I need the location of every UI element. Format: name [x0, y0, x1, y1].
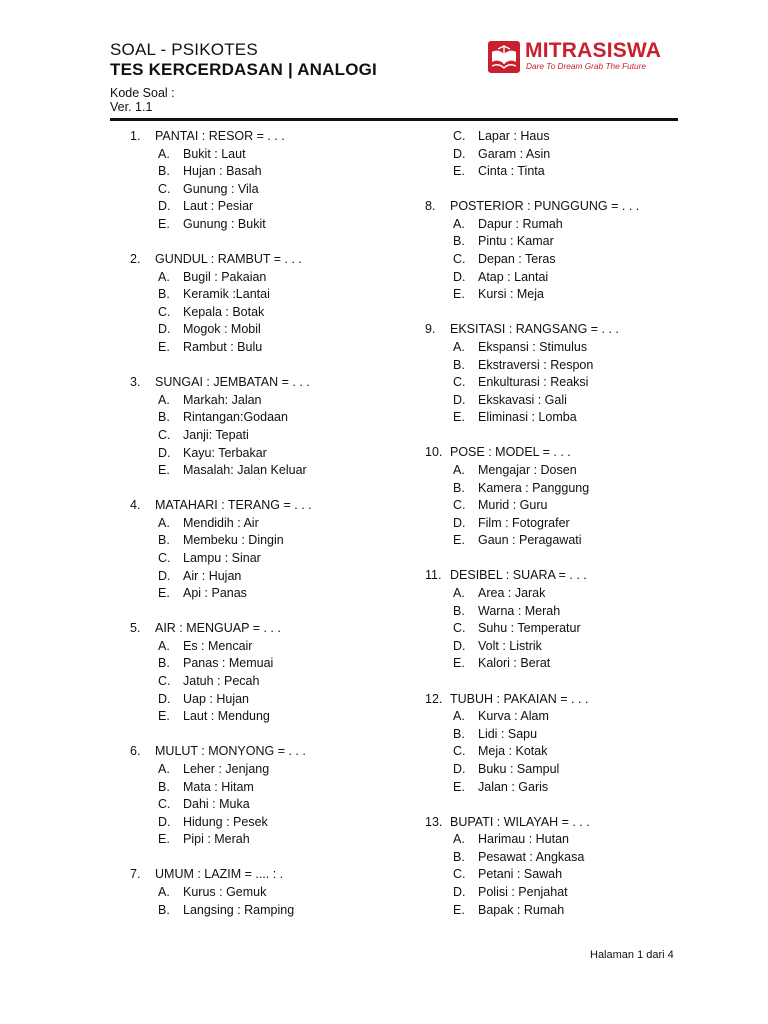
- option-text: Kayu: Terbakar: [183, 445, 267, 460]
- answer-option: [425, 357, 695, 375]
- answer-option: [130, 831, 400, 849]
- answer-option: [130, 198, 400, 216]
- option-text: Leher : Jenjang: [183, 761, 270, 776]
- book-logo-icon: [487, 40, 521, 74]
- option-letter: B.: [158, 533, 170, 548]
- question-number: 10.: [425, 445, 443, 460]
- option-letter: A.: [158, 884, 170, 899]
- option-text: Lidi : Sapu: [478, 726, 538, 741]
- option-text: Cinta : Tinta: [478, 164, 545, 179]
- option-letter: C.: [158, 797, 171, 812]
- question-text: TUBUH : PAKAIAN = . . .: [450, 691, 589, 706]
- option-letter: B.: [158, 287, 170, 302]
- option-letter: D.: [453, 638, 466, 653]
- answer-option: [425, 286, 695, 304]
- option-text: Suhu : Temperatur: [478, 621, 581, 636]
- question-stem: [425, 198, 695, 216]
- answer-option: [425, 726, 695, 744]
- answer-option: [425, 216, 695, 234]
- option-text: Jalan : Garis: [478, 779, 549, 794]
- question-column-right: [425, 128, 695, 937]
- option-letter: D.: [158, 322, 171, 337]
- option-letter: D.: [158, 445, 171, 460]
- option-text: Pipi : Merah: [183, 832, 250, 847]
- option-text: Dahi : Muka: [183, 797, 250, 812]
- answer-option: [130, 655, 400, 673]
- option-text: Polisi : Penjahat: [478, 884, 568, 899]
- option-letter: E.: [158, 216, 170, 231]
- option-text: Kamera : Panggung: [478, 480, 590, 495]
- answer-option: [130, 392, 400, 410]
- question-stem: [425, 444, 695, 462]
- option-letter: A.: [453, 339, 465, 354]
- option-letter: D.: [158, 691, 171, 706]
- answer-option: [425, 620, 695, 638]
- option-letter: E.: [158, 340, 170, 355]
- answer-option: [130, 691, 400, 709]
- question-text: EKSITASI : RANGSANG = . . .: [450, 322, 619, 337]
- question-stem: [130, 251, 400, 269]
- option-letter: C.: [158, 304, 171, 319]
- option-text: Lapar : Haus: [478, 129, 550, 143]
- option-letter: C.: [158, 181, 171, 196]
- option-text: Masalah: Jalan Keluar: [183, 463, 307, 478]
- option-letter: D.: [453, 515, 466, 530]
- option-letter: E.: [453, 902, 465, 917]
- option-letter: D.: [453, 146, 466, 161]
- answer-option: [130, 216, 400, 234]
- option-text: Api : Panas: [183, 586, 247, 601]
- option-letter: E.: [158, 463, 170, 478]
- answer-option: [425, 638, 695, 656]
- option-text: Enkulturasi : Reaksi: [478, 375, 589, 390]
- answer-option: [425, 532, 695, 550]
- option-letter: B.: [453, 480, 465, 495]
- answer-option: [130, 673, 400, 691]
- question-text: MATAHARI : TERANG = . . .: [155, 498, 312, 513]
- answer-option: [425, 743, 695, 761]
- question-number: 9.: [425, 322, 436, 337]
- answer-option: [425, 269, 695, 287]
- question-item: [130, 128, 400, 234]
- document-meta: [110, 86, 377, 114]
- question-item: [130, 743, 400, 849]
- option-letter: A.: [158, 515, 170, 530]
- question-stem: [130, 497, 400, 515]
- kode-soal-label: Kode Soal :: [110, 86, 175, 100]
- option-letter: D.: [453, 761, 466, 776]
- question-item: [425, 198, 695, 304]
- answer-option: [425, 146, 695, 164]
- option-letter: A.: [453, 832, 465, 847]
- option-text: Eliminasi : Lomba: [478, 410, 577, 425]
- option-text: Rambut : Bulu: [183, 340, 263, 355]
- answer-option: [130, 445, 400, 463]
- option-text: Atap : Lantai: [478, 269, 549, 284]
- option-letter: C.: [453, 498, 466, 513]
- page-number: Halaman 1 dari 4: [590, 949, 674, 961]
- option-text: Mengajar : Dosen: [478, 463, 577, 477]
- answer-option: [425, 339, 695, 357]
- option-text: Bapak : Rumah: [478, 902, 565, 917]
- option-letter: C.: [158, 674, 171, 689]
- question-item: [425, 321, 695, 427]
- option-letter: D.: [453, 392, 466, 407]
- option-text: Murid : Guru: [478, 498, 548, 513]
- header-divider: [110, 118, 678, 121]
- answer-option: [425, 761, 695, 779]
- question-stem: [130, 743, 400, 761]
- option-letter: B.: [158, 164, 170, 179]
- option-text: Pesawat : Angkasa: [478, 849, 585, 864]
- question-text: POSTERIOR : PUNGGUNG = . . .: [450, 199, 640, 214]
- answer-option: [425, 831, 695, 849]
- logo-tagline: Dare To Dream Grab The Future: [526, 61, 647, 71]
- answer-option: [425, 497, 695, 515]
- option-letter: D.: [158, 814, 171, 829]
- question-text: AIR : MENGUAP = . . .: [155, 621, 281, 636]
- answer-option: [130, 515, 400, 533]
- option-text: Air : Hujan: [183, 568, 242, 583]
- answer-option: [425, 655, 695, 673]
- answer-option: [130, 568, 400, 586]
- answer-option: [130, 902, 400, 920]
- answer-option: [130, 286, 400, 304]
- question-item: [130, 620, 400, 726]
- answer-option: [130, 814, 400, 832]
- answer-option: [130, 638, 400, 656]
- answer-option: [425, 515, 695, 533]
- option-text: Janji: Tepati: [183, 427, 249, 442]
- option-text: Gaun : Peragawati: [478, 533, 582, 548]
- answer-option: [425, 603, 695, 621]
- option-letter: B.: [453, 603, 465, 618]
- option-text: Hidung : Pesek: [183, 814, 268, 829]
- question-number: 13.: [425, 814, 443, 829]
- question-stem: [425, 567, 695, 585]
- version-label: Ver. 1.1: [110, 100, 153, 114]
- question-text: POSE : MODEL = . . .: [450, 445, 571, 460]
- option-letter: E.: [158, 586, 170, 601]
- option-text: Rintangan:Godaan: [183, 410, 288, 425]
- option-letter: E.: [453, 779, 465, 794]
- option-letter: C.: [453, 252, 466, 267]
- question-stem: [130, 620, 400, 638]
- answer-option: [425, 462, 695, 480]
- option-text: Kurus : Gemuk: [183, 884, 267, 899]
- option-text: Mata : Hitam: [183, 779, 254, 794]
- option-text: Kalori : Berat: [478, 656, 551, 671]
- answer-option: [425, 251, 695, 269]
- option-letter: E.: [158, 832, 170, 847]
- question-text: UMUM : LAZIM = .... : .: [155, 867, 284, 882]
- answer-option: [130, 321, 400, 339]
- option-text: Depan : Teras: [478, 252, 556, 267]
- option-text: Hujan : Basah: [183, 164, 262, 179]
- option-text: Keramik :Lantai: [183, 287, 270, 302]
- answer-option: [425, 866, 695, 884]
- option-letter: E.: [453, 164, 465, 179]
- option-letter: B.: [158, 410, 170, 425]
- option-letter: C.: [453, 621, 466, 636]
- option-text: Harimau : Hutan: [478, 832, 570, 847]
- option-text: Mogok : Mobil: [183, 322, 261, 337]
- option-letter: B.: [453, 357, 465, 372]
- option-letter: C.: [158, 427, 171, 442]
- answer-option: [130, 146, 400, 164]
- answer-option: [130, 304, 400, 322]
- question-number: 8.: [425, 199, 436, 214]
- answer-option: [130, 462, 400, 480]
- option-text: Gunung : Bukit: [183, 216, 266, 231]
- option-text: Es : Mencair: [183, 638, 253, 653]
- option-text: Ekstraversi : Respon: [478, 357, 594, 372]
- option-letter: E.: [453, 287, 465, 302]
- option-letter: D.: [158, 568, 171, 583]
- question-column-left: [130, 128, 400, 937]
- option-text: Bugil : Pakaian: [183, 269, 267, 284]
- option-text: Ekspansi : Stimulus: [478, 339, 588, 354]
- question-number: 7.: [130, 867, 141, 882]
- answer-option: [425, 163, 695, 181]
- option-text: Dapur : Rumah: [478, 216, 563, 231]
- answer-option: [425, 480, 695, 498]
- question-item: [425, 814, 695, 920]
- option-text: Markah: Jalan: [183, 392, 262, 407]
- option-letter: A.: [158, 392, 170, 407]
- option-text: Jatuh : Pecah: [183, 674, 260, 689]
- option-text: Ekskavasi : Gali: [478, 392, 567, 407]
- answer-option: [425, 779, 695, 797]
- option-text: Langsing : Ramping: [183, 902, 295, 917]
- option-text: Laut : Pesiar: [183, 199, 254, 214]
- answer-option: [130, 779, 400, 797]
- test-title: TES KERCERDASAN | ANALOGI: [110, 60, 377, 79]
- option-text: Uap : Hujan: [183, 691, 250, 706]
- question-item-continued: [425, 128, 695, 181]
- question-item: [130, 251, 400, 357]
- option-text: Buku : Sampul: [478, 761, 560, 776]
- answer-option: [130, 427, 400, 445]
- option-text: Pintu : Kamar: [478, 234, 554, 249]
- question-item: [130, 497, 400, 603]
- question-stem: [425, 691, 695, 709]
- question-item: [425, 567, 695, 673]
- option-text: Area : Jarak: [478, 586, 546, 601]
- option-letter: D.: [453, 269, 466, 284]
- option-text: Kurva : Alam: [478, 709, 549, 724]
- answer-option: [425, 884, 695, 902]
- answer-option: [130, 796, 400, 814]
- option-letter: A.: [158, 146, 170, 161]
- logo-name: MITRASISWA: [525, 39, 662, 62]
- option-letter: B.: [158, 656, 170, 671]
- answer-option: [130, 181, 400, 199]
- option-letter: E.: [453, 656, 465, 671]
- answer-option: [130, 884, 400, 902]
- option-letter: C.: [453, 129, 466, 143]
- answer-option: [425, 585, 695, 603]
- option-text: Membeku : Dingin: [183, 533, 284, 548]
- soal-title: SOAL - PSIKOTES: [110, 40, 258, 59]
- question-number: 3.: [130, 375, 141, 390]
- question-item: [130, 866, 400, 919]
- question-stem: [425, 814, 695, 832]
- answer-option: [130, 708, 400, 726]
- question-text: MULUT : MONYONG = . . .: [155, 744, 306, 759]
- answer-option: [130, 550, 400, 568]
- option-text: Lampu : Sinar: [183, 550, 261, 565]
- question-number: 6.: [130, 744, 141, 759]
- question-stem: [130, 866, 400, 884]
- option-text: Kepala : Botak: [183, 304, 265, 319]
- option-letter: A.: [453, 463, 465, 477]
- question-item: [425, 691, 695, 797]
- question-text: DESIBEL : SUARA = . . .: [450, 568, 587, 583]
- option-text: Warna : Merah: [478, 603, 561, 618]
- question-text: PANTAI : RESOR = . . .: [155, 129, 285, 143]
- mitrasiswa-logo: [487, 40, 677, 74]
- question-item: [130, 374, 400, 480]
- answer-option: [425, 392, 695, 410]
- answer-option: [425, 374, 695, 392]
- answer-option: [130, 409, 400, 427]
- answer-option: [130, 532, 400, 550]
- question-item: [425, 444, 695, 550]
- option-letter: A.: [453, 586, 465, 601]
- option-letter: C.: [453, 867, 466, 882]
- question-number: 11.: [425, 568, 442, 583]
- option-text: Garam : Asin: [478, 146, 551, 161]
- answer-option: [425, 128, 695, 146]
- answer-option: [130, 339, 400, 357]
- option-letter: D.: [158, 199, 171, 214]
- option-letter: A.: [158, 761, 170, 776]
- question-number: 4.: [130, 498, 141, 513]
- option-letter: C.: [453, 744, 466, 759]
- question-number: 2.: [130, 252, 141, 267]
- option-text: Petani : Sawah: [478, 867, 563, 882]
- option-text: Panas : Memuai: [183, 656, 274, 671]
- answer-option: [425, 849, 695, 867]
- option-letter: B.: [453, 726, 465, 741]
- option-letter: A.: [453, 216, 465, 231]
- answer-option: [425, 902, 695, 920]
- answer-option: [130, 761, 400, 779]
- question-number: 1.: [130, 129, 141, 143]
- question-number: 12.: [425, 691, 443, 706]
- option-text: Gunung : Vila: [183, 181, 259, 196]
- question-stem: [425, 321, 695, 339]
- question-stem: [130, 128, 400, 146]
- option-letter: A.: [158, 269, 170, 284]
- answer-option: [130, 163, 400, 181]
- option-text: Laut : Mendung: [183, 709, 270, 724]
- question-number: 5.: [130, 621, 141, 636]
- option-letter: A.: [453, 709, 465, 724]
- option-text: Film : Fotografer: [478, 515, 570, 530]
- answer-option: [425, 233, 695, 251]
- option-letter: E.: [453, 410, 465, 425]
- option-letter: B.: [158, 902, 170, 917]
- option-text: Kursi : Meja: [478, 287, 544, 302]
- option-text: Volt : Listrik: [478, 638, 542, 653]
- option-letter: B.: [158, 779, 170, 794]
- option-letter: B.: [453, 849, 465, 864]
- option-text: Mendidih : Air: [183, 515, 259, 530]
- answer-option: [425, 409, 695, 427]
- question-text: BUPATI : WILAYAH = . . .: [450, 814, 590, 829]
- question-text: SUNGAI : JEMBATAN = . . .: [155, 375, 310, 390]
- option-letter: A.: [158, 638, 170, 653]
- answer-option: [425, 708, 695, 726]
- answer-option: [130, 585, 400, 603]
- option-letter: D.: [453, 884, 466, 899]
- option-letter: E.: [158, 709, 170, 724]
- option-letter: B.: [453, 234, 465, 249]
- question-stem: [130, 374, 400, 392]
- option-letter: E.: [453, 533, 465, 548]
- option-text: Bukit : Laut: [183, 146, 246, 161]
- question-text: GUNDUL : RAMBUT = . . .: [155, 252, 302, 267]
- option-text: Meja : Kotak: [478, 744, 548, 759]
- answer-option: [130, 269, 400, 287]
- option-letter: C.: [158, 550, 171, 565]
- document-header: [110, 40, 377, 114]
- option-letter: C.: [453, 375, 466, 390]
